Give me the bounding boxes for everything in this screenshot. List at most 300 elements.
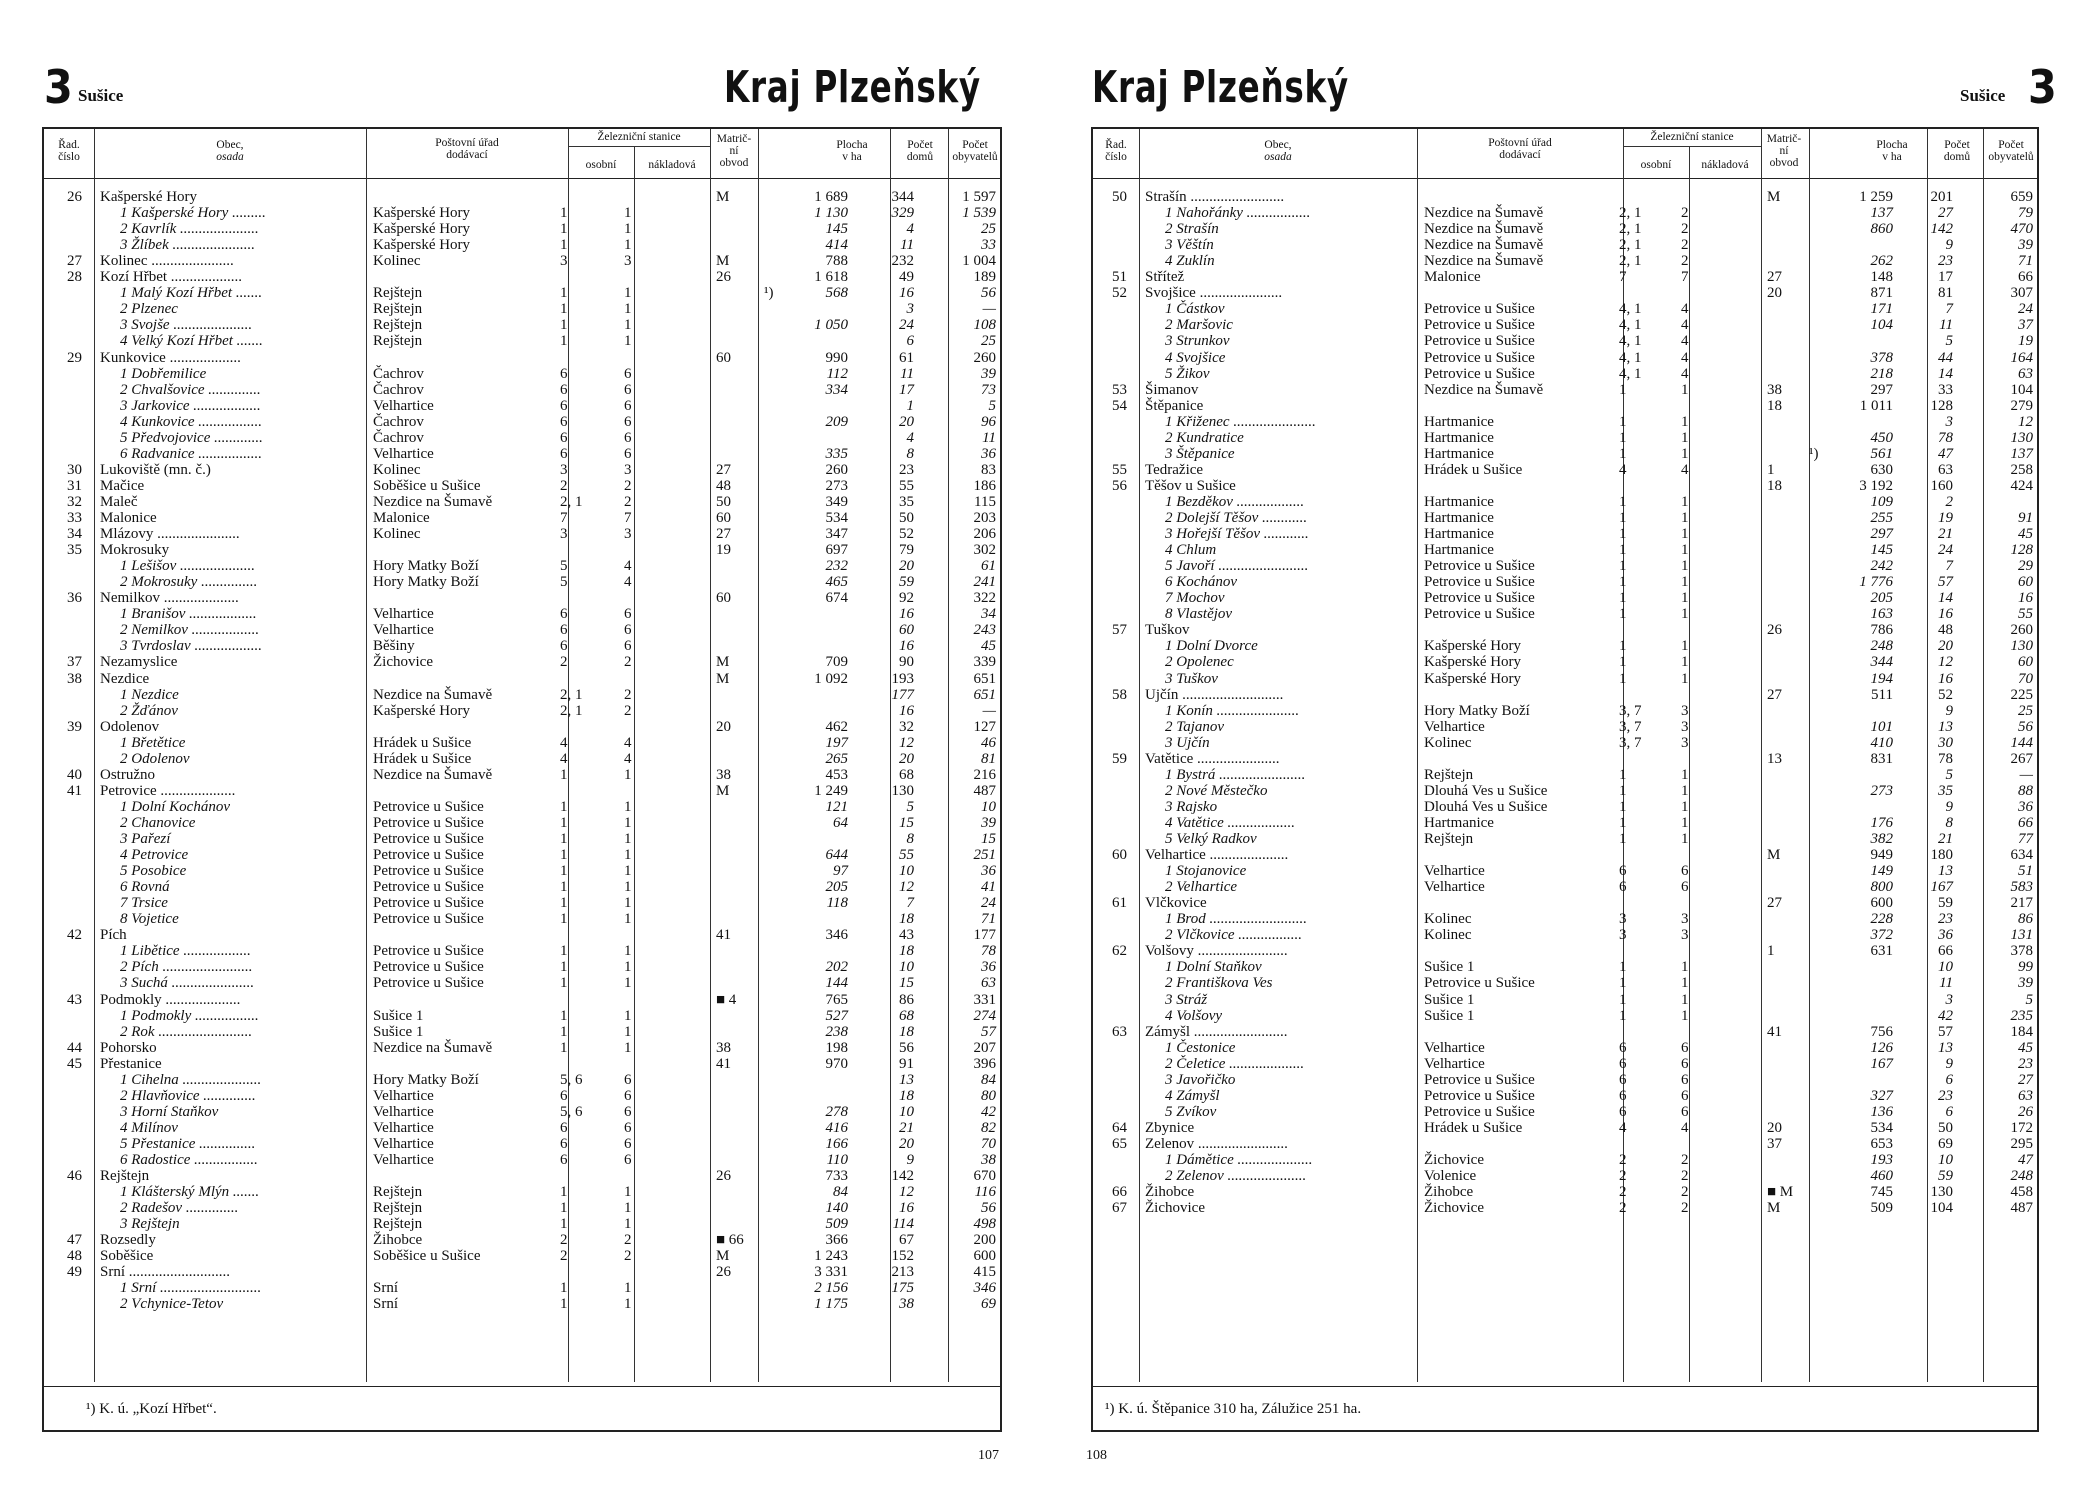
row-obyvatelu: 396 <box>973 1055 996 1072</box>
row-obyvatelu: 36 <box>2018 798 2033 815</box>
row-obyvatelu: — <box>2019 766 2033 783</box>
row-domu: 152 <box>891 1248 914 1265</box>
row-post-office: Nezdice na Šumavě <box>373 1039 493 1056</box>
row-obyvatelu: 83 <box>981 461 996 478</box>
row-name: 6 Radostice ................. <box>120 1152 258 1168</box>
header-obyvatelu: Počet obyvatelů <box>952 139 998 163</box>
row-post-office: Žihobce <box>1424 1184 1474 1201</box>
row-plocha: 990 <box>825 349 848 366</box>
row-obyvatelu: — <box>982 301 996 318</box>
row-domu: 50 <box>1938 1119 1953 1136</box>
row-nakladova: 2 <box>1681 205 1689 222</box>
row-domu: 193 <box>891 670 914 687</box>
row-domu: 20 <box>899 1135 914 1152</box>
row-osobni: 1 <box>560 1296 568 1313</box>
row-domu: 9 <box>1945 798 1953 815</box>
row-domu: 38 <box>899 1296 914 1313</box>
row-number: 46 <box>67 1168 82 1185</box>
row-post-office: Soběšice u Sušice <box>373 477 481 494</box>
row-nakladova: 1 <box>624 285 632 302</box>
row-plocha: 346 <box>825 927 848 944</box>
row-plocha: 3 331 <box>814 1264 848 1281</box>
row-nakladova: 1 <box>1681 1007 1689 1024</box>
row-matricni: M <box>716 654 730 671</box>
row-obyvatelu: 164 <box>2010 349 2033 366</box>
row-name: 5 Žikov <box>1165 365 1210 382</box>
row-plocha: 140 <box>825 1200 848 1217</box>
row-name: 3 Rejštejn <box>120 1216 180 1233</box>
row-osobni: 1 <box>1619 798 1627 815</box>
row-number: 34 <box>67 526 82 543</box>
row-obyvatelu: 38 <box>981 1152 996 1168</box>
row-name: Tuškov <box>1145 622 1190 639</box>
row-nakladova: 3 <box>1681 702 1689 719</box>
row-name: 2 Mokrosuky ............... <box>120 574 258 591</box>
row-osobni: 6 <box>1619 1039 1627 1056</box>
row-osobni: 2 <box>560 1248 568 1265</box>
row-name: 1 Nezdice <box>120 686 179 703</box>
table-row <box>44 301 1000 317</box>
table-row <box>1093 1008 2037 1024</box>
row-post-office: Kašperské Hory <box>1424 670 1522 687</box>
row-name: Vlčkovice <box>1145 895 1207 912</box>
row-name: 1 Dámětice .................... <box>1165 1152 1313 1168</box>
row-plocha: 416 <box>825 1119 848 1136</box>
table-row <box>44 526 1000 542</box>
row-number: 67 <box>1112 1200 1127 1217</box>
row-name: 2 Pích ........................ <box>120 959 253 976</box>
row-obyvatelu: 39 <box>2018 975 2033 992</box>
row-obyvatelu: 206 <box>973 526 996 543</box>
row-domu: 16 <box>899 285 914 302</box>
row-nakladova: 3 <box>1681 734 1689 751</box>
row-number: 44 <box>67 1039 82 1056</box>
row-osobni: 3, 7 <box>1619 734 1642 751</box>
row-nakladova: 4 <box>1681 317 1689 334</box>
row-name: 2 Radešov .............. <box>120 1200 239 1217</box>
row-osobni: 1 <box>1619 526 1627 543</box>
table-row <box>44 959 1000 975</box>
row-number: 42 <box>67 927 82 944</box>
row-matricni: 26 <box>716 1168 731 1185</box>
row-post-office: Kolinec <box>373 526 421 543</box>
row-domu: 142 <box>1930 221 1953 238</box>
row-osobni: 1 <box>560 943 568 960</box>
row-number: 30 <box>67 461 82 478</box>
row-number: 29 <box>67 349 82 366</box>
row-name: 1 Podmokly ................. <box>120 1007 259 1024</box>
row-osobni: 7 <box>560 510 568 526</box>
row-plocha: 194 <box>1870 670 1893 687</box>
row-plocha: 344 <box>1870 654 1893 671</box>
row-domu: 81 <box>1938 285 1953 302</box>
table-row <box>44 446 1000 462</box>
table-row <box>44 1184 1000 1200</box>
row-name: 3 Horní Staňkov <box>120 1103 219 1120</box>
row-name: 2 Opolenec <box>1165 654 1234 671</box>
row-obyvatelu: 267 <box>2010 750 2033 767</box>
row-osobni: 1 <box>560 1200 568 1217</box>
row-domu: 14 <box>1938 365 1953 382</box>
table-row <box>44 205 1000 221</box>
row-obyvatelu: 248 <box>2010 1168 2033 1185</box>
table-row <box>1093 703 2037 719</box>
row-obyvatelu: 39 <box>2018 237 2033 254</box>
row-name: 1 Konín ...................... <box>1165 702 1300 719</box>
table-row <box>44 815 1000 831</box>
row-domu: 24 <box>1938 542 1953 559</box>
table-row <box>1093 735 2037 751</box>
row-plocha: 1 092 <box>814 670 848 687</box>
row-plocha: 228 <box>1870 911 1893 928</box>
row-osobni: 1 <box>560 221 568 238</box>
row-nakladova: 6 <box>1681 1071 1689 1088</box>
row-name: Maleč <box>100 493 138 510</box>
row-matricni: 27 <box>1767 895 1782 912</box>
row-domu: 130 <box>1930 1184 1953 1201</box>
row-nakladova: 6 <box>624 445 632 462</box>
row-obyvatelu: 36 <box>981 445 996 462</box>
row-domu: 13 <box>1938 1039 1953 1056</box>
row-name: Pohorsko <box>100 1039 157 1056</box>
row-name: 2 Františkova Ves <box>1165 975 1273 992</box>
row-post-office: Čachrov <box>373 429 424 446</box>
row-obyvatelu: 36 <box>981 959 996 976</box>
table-row <box>1093 1184 2037 1200</box>
table-row <box>1093 1024 2037 1040</box>
row-nakladova: 7 <box>1681 269 1689 286</box>
row-domu: 50 <box>899 510 914 526</box>
row-post-office: Petrovice u Sušice <box>373 975 484 992</box>
row-name: Pích <box>100 927 127 944</box>
table-row <box>44 1152 1000 1168</box>
row-name: Zelenov ........................ <box>1145 1135 1288 1152</box>
table-row <box>1093 398 2037 414</box>
row-name: 3 Hořejší Těšov ............ <box>1165 526 1309 543</box>
row-post-office: Velhartice <box>1424 718 1485 735</box>
row-nakladova: 6 <box>624 1071 632 1088</box>
row-name: 4 Velký Kozí Hřbet ....... <box>120 333 263 350</box>
row-plocha: 297 <box>1870 381 1893 398</box>
row-name: 2 Plzenec <box>120 301 178 318</box>
row-plocha: 97 <box>833 863 848 880</box>
row-number: 62 <box>1112 943 1127 960</box>
row-obyvatelu: 91 <box>2018 510 2033 526</box>
row-plocha: 278 <box>825 1103 848 1120</box>
district-name: Sušice <box>1960 86 2006 105</box>
row-obyvatelu: 45 <box>981 638 996 655</box>
row-obyvatelu: 258 <box>2010 461 2033 478</box>
table-row <box>44 1104 1000 1120</box>
row-matricni: 26 <box>716 269 731 286</box>
row-obyvatelu: 274 <box>973 1007 996 1024</box>
table-row <box>1093 1104 2037 1120</box>
row-matricni: ■ 4 <box>716 991 737 1008</box>
table-row <box>44 975 1000 991</box>
table-row <box>44 1248 1000 1264</box>
row-plocha: 1 011 <box>1859 397 1893 414</box>
row-plocha: 1 776 <box>1859 574 1893 591</box>
row-plocha: 534 <box>825 510 848 526</box>
row-plocha: 209 <box>825 413 848 430</box>
table-row <box>1093 847 2037 863</box>
row-nakladova: 1 <box>624 798 632 815</box>
row-name: Nemilkov .................... <box>100 590 239 607</box>
table-row <box>44 671 1000 687</box>
table-row <box>1093 333 2037 349</box>
row-nakladova: 2 <box>624 702 632 719</box>
row-post-office: Petrovice u Sušice <box>1424 349 1535 366</box>
row-nakladova: 1 <box>624 1007 632 1024</box>
row-post-office: Kašperské Hory <box>1424 638 1522 655</box>
row-nakladova: 1 <box>1681 975 1689 992</box>
row-obyvatelu: 61 <box>981 558 996 575</box>
row-osobni: 1 <box>560 237 568 254</box>
row-osobni: 1 <box>1619 766 1627 783</box>
row-domu: 128 <box>1930 397 1953 414</box>
row-matricni: 20 <box>716 718 731 735</box>
row-domu: 21 <box>1938 526 1953 543</box>
row-osobni: 2 <box>560 477 568 494</box>
row-post-office: Velhartice <box>373 1087 434 1104</box>
row-nakladova: 1 <box>1681 654 1689 671</box>
row-osobni: 6 <box>560 1152 568 1168</box>
row-osobni: 1 <box>1619 574 1627 591</box>
row-osobni: 2, 1 <box>1619 253 1642 270</box>
row-matricni: M <box>1767 189 1781 205</box>
row-matricni: 60 <box>716 590 731 607</box>
row-matricni: M <box>716 670 730 687</box>
row-obyvatelu: 26 <box>2018 1103 2033 1120</box>
row-domu: 92 <box>899 590 914 607</box>
row-post-office: Velhartice <box>1424 863 1485 880</box>
row-domu: 21 <box>899 1119 914 1136</box>
row-plocha: 788 <box>825 253 848 270</box>
row-osobni: 6 <box>560 381 568 398</box>
row-name: 3 Rajsko <box>1165 798 1218 815</box>
header-obec: Obec, osada <box>1264 139 1292 163</box>
row-plocha: 509 <box>1870 1200 1893 1217</box>
row-post-office: Sušice 1 <box>1424 1007 1475 1024</box>
row-domu: 11 <box>1939 975 1953 992</box>
table-row <box>1093 301 2037 317</box>
row-name: 1 Nahořánky ................. <box>1165 205 1311 222</box>
row-osobni: 5 <box>560 574 568 591</box>
table-row <box>44 654 1000 670</box>
row-number: 63 <box>1112 1023 1127 1040</box>
table-row <box>44 703 1000 719</box>
row-nakladova: 6 <box>624 365 632 382</box>
table-row <box>1093 558 2037 574</box>
row-post-office: Petrovice u Sušice <box>1424 590 1535 607</box>
row-obyvatelu: 63 <box>2018 365 2033 382</box>
row-osobni: 6 <box>1619 1055 1627 1072</box>
row-number: 47 <box>67 1232 82 1249</box>
row-post-office: Petrovice u Sušice <box>1424 333 1535 350</box>
row-domu: 44 <box>1938 349 1953 366</box>
row-post-office: Petrovice u Sušice <box>373 943 484 960</box>
row-number: 33 <box>67 510 82 526</box>
row-plocha: 644 <box>825 847 848 864</box>
row-name: 1 Libětice .................. <box>120 943 251 960</box>
row-plocha: 145 <box>825 221 848 238</box>
row-osobni: 1 <box>1619 654 1627 671</box>
row-nakladova: 6 <box>1681 1087 1689 1104</box>
row-plocha: 232 <box>825 558 848 575</box>
row-post-office: Sušice 1 <box>1424 991 1475 1008</box>
row-plocha: 511 <box>1871 686 1893 703</box>
table-row <box>44 494 1000 510</box>
footnote-marker: ¹) <box>1809 445 1819 462</box>
row-domu: 7 <box>1945 558 1953 575</box>
row-domu: 18 <box>899 911 914 928</box>
row-domu: 19 <box>1938 510 1953 526</box>
row-obyvatelu: 184 <box>2010 1023 2033 1040</box>
row-obyvatelu: 60 <box>2018 654 2033 671</box>
row-post-office: Hory Matky Boží <box>1424 702 1530 719</box>
row-name: 2 Tajanov <box>1165 718 1225 735</box>
row-number: 53 <box>1112 381 1127 398</box>
row-osobni: 2 <box>560 654 568 671</box>
row-post-office: Rejštejn <box>373 1184 423 1201</box>
table-row <box>44 1200 1000 1216</box>
table-row <box>44 398 1000 414</box>
row-osobni: 6 <box>560 365 568 382</box>
row-nakladova: 3 <box>1681 911 1689 928</box>
table-row <box>1093 911 2037 927</box>
row-post-office: Hory Matky Boží <box>373 574 479 591</box>
row-nakladova: 6 <box>624 1119 632 1136</box>
row-plocha: 745 <box>1870 1184 1893 1201</box>
row-domu: 69 <box>1938 1135 1953 1152</box>
footnote-marker: ¹) <box>764 285 774 302</box>
row-osobni: 6 <box>1619 1087 1627 1104</box>
row-name: 3 Ujčín <box>1165 734 1210 751</box>
row-obyvatelu: 41 <box>981 879 996 896</box>
row-matricni: 41 <box>716 927 731 944</box>
row-obyvatelu: 56 <box>981 1200 996 1217</box>
header-plocha: Plocha v ha <box>836 139 868 163</box>
row-post-office: Kolinec <box>1424 927 1472 944</box>
row-post-office: Petrovice u Sušice <box>373 831 484 847</box>
header-rad: Řad. číslo <box>1105 139 1127 163</box>
row-name: 5 Předvojovice ............. <box>120 429 263 446</box>
row-obyvatelu: 115 <box>974 493 996 510</box>
row-name: 6 Rovná <box>120 879 170 896</box>
header-obyvatelu: Počet obyvatelů <box>1988 139 2034 163</box>
table-row <box>1093 189 2037 205</box>
row-domu: 232 <box>891 253 914 270</box>
header-zeleznicni: Železniční stanice <box>597 131 681 143</box>
row-osobni: 6 <box>560 429 568 446</box>
row-nakladova: 1 <box>624 1184 632 1201</box>
row-obyvatelu: 39 <box>981 365 996 382</box>
row-post-office: Žihobce <box>373 1232 423 1249</box>
table-row <box>44 606 1000 622</box>
row-obyvatelu: 39 <box>981 814 996 831</box>
table-row <box>1093 751 2037 767</box>
row-osobni: 1 <box>560 975 568 992</box>
row-domu: 20 <box>899 413 914 430</box>
row-osobni: 1 <box>1619 542 1627 559</box>
row-plocha: 382 <box>1870 831 1893 847</box>
row-plocha: 450 <box>1870 429 1893 446</box>
table-row <box>1093 927 2037 943</box>
row-domu: 15 <box>899 975 914 992</box>
row-domu: 344 <box>891 189 914 205</box>
row-post-office: Kašperské Hory <box>373 205 471 222</box>
row-post-office: Kolinec <box>1424 734 1472 751</box>
row-domu: 10 <box>899 959 914 976</box>
row-name: 1 Částkov <box>1165 301 1225 318</box>
row-matricni: 38 <box>1767 381 1782 398</box>
row-number: 58 <box>1112 686 1127 703</box>
table-header <box>44 129 1000 179</box>
table-header <box>1093 129 2037 179</box>
row-osobni: 1 <box>560 1216 568 1233</box>
row-matricni: M <box>1767 847 1781 864</box>
row-domu: 16 <box>899 638 914 655</box>
table-row <box>1093 943 2037 959</box>
row-obyvatelu: 99 <box>2018 959 2033 976</box>
row-matricni: 48 <box>716 477 731 494</box>
row-obyvatelu: 331 <box>973 991 996 1008</box>
table-row <box>44 1088 1000 1104</box>
table-row <box>44 1168 1000 1184</box>
row-domu: 66 <box>1938 943 1953 960</box>
row-obyvatelu: 57 <box>981 1023 996 1040</box>
row-obyvatelu: 659 <box>2010 189 2033 205</box>
table-row <box>44 510 1000 526</box>
row-post-office: Sušice 1 <box>373 1023 424 1040</box>
row-name: 1 Brod .......................... <box>1165 911 1307 928</box>
row-nakladova: 2 <box>1681 253 1689 270</box>
row-post-office: Petrovice u Sušice <box>373 847 484 864</box>
row-post-office: Nezdice na Šumavě <box>373 493 493 510</box>
row-nakladova: 1 <box>624 831 632 847</box>
row-post-office: Hartmanice <box>1424 429 1494 446</box>
row-obyvatelu: 25 <box>981 333 996 350</box>
table-row <box>44 317 1000 333</box>
row-matricni: 26 <box>716 1264 731 1281</box>
row-nakladova: 1 <box>624 879 632 896</box>
row-name: 1 Bystrá ....................... <box>1165 766 1306 783</box>
row-domu: 13 <box>899 1071 914 1088</box>
row-nakladova: 6 <box>624 1087 632 1104</box>
row-post-office: Petrovice u Sušice <box>373 959 484 976</box>
row-osobni: 1 <box>560 1039 568 1056</box>
row-osobni: 1 <box>1619 493 1627 510</box>
row-name: 1 Klášterský Mlýn ....... <box>120 1184 260 1201</box>
row-osobni: 1 <box>560 285 568 302</box>
row-obyvatelu: 78 <box>981 943 996 960</box>
row-domu: 6 <box>1945 1103 1953 1120</box>
row-domu: 13 <box>1938 718 1953 735</box>
row-name: Kašperské Hory <box>100 189 198 205</box>
row-number: 43 <box>67 991 82 1008</box>
row-matricni: M <box>716 189 730 205</box>
row-obyvatelu: 1 597 <box>962 189 996 205</box>
row-domu: 78 <box>1938 429 1953 446</box>
row-osobni: 4 <box>560 750 568 767</box>
row-post-office: Velhartice <box>373 1135 434 1152</box>
row-plocha: 460 <box>1870 1168 1893 1185</box>
row-obyvatelu: 24 <box>2018 301 2033 318</box>
row-nakladova: 6 <box>1681 1103 1689 1120</box>
row-plocha: 756 <box>1870 1023 1893 1040</box>
row-plocha: 871 <box>1870 285 1893 302</box>
row-obyvatelu: 302 <box>973 542 996 559</box>
